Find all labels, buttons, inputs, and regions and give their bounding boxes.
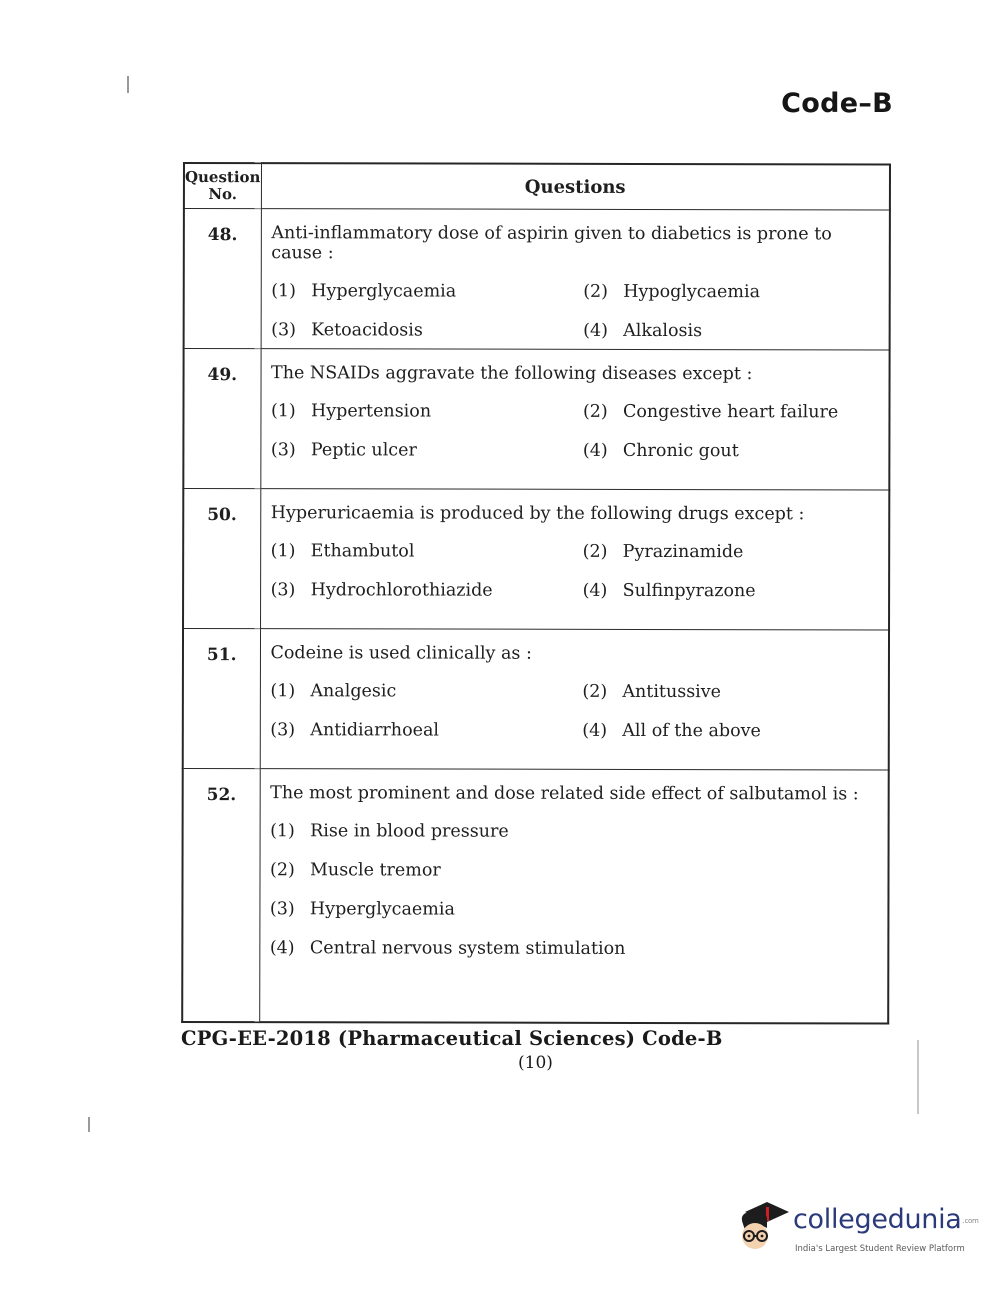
option (583, 282, 879, 303)
scan-mark (88, 1117, 90, 1132)
option-number: (1) (270, 821, 295, 842)
option-number: (3) (270, 440, 296, 461)
option (270, 681, 582, 702)
student-mascot-icon (737, 1198, 791, 1256)
option (583, 321, 879, 342)
option-number: (2) (583, 281, 609, 302)
option-text: Hyperglycaemia (309, 899, 455, 920)
option-text: Analgesic (310, 681, 397, 702)
question-cell (260, 489, 889, 630)
option-number: (4) (582, 580, 608, 601)
option-text: Central nervous system stimulation (309, 938, 626, 959)
question-number: 48. (184, 209, 261, 349)
option-number: (2) (582, 541, 608, 562)
option-text: Antidiarrhoeal (310, 720, 440, 741)
option (583, 441, 879, 462)
option (583, 542, 879, 563)
option (271, 541, 583, 562)
question-cell (260, 349, 889, 490)
question-number: 51. (183, 629, 260, 769)
option (271, 320, 583, 341)
option-text: All of the above (622, 720, 761, 742)
question-cell (260, 629, 889, 770)
exam-footer-title: CPG-EE-2018 (Pharmaceutical Sciences) Code-B (181, 1027, 723, 1050)
options-grid (271, 401, 879, 461)
table-header-row (184, 163, 890, 210)
options-list (270, 821, 878, 959)
option-number: (1) (270, 681, 296, 702)
option-number: (1) (270, 401, 296, 422)
option-number: (2) (582, 681, 608, 702)
option-number: (3) (270, 580, 296, 601)
header-line: No. (208, 185, 238, 204)
option-number: (3) (271, 320, 296, 341)
option-text: Hyperglycaemia (311, 281, 457, 302)
option-text: Congestive heart failure (622, 401, 839, 423)
question-cell (261, 209, 890, 350)
option-number: (4) (582, 720, 608, 741)
option (270, 899, 878, 920)
options-grid (271, 281, 879, 341)
option-number: (1) (270, 541, 296, 562)
collegedunia-watermark (737, 1198, 979, 1268)
question-number: 50. (183, 489, 260, 629)
option-text: Pyrazinamide (622, 541, 744, 563)
options-grid (270, 681, 878, 741)
question-row (183, 349, 889, 490)
brand-name-text: collegedunia (793, 1204, 962, 1235)
question-row (183, 489, 889, 630)
option-text: Hydrochlorothiazide (310, 580, 493, 601)
option-number: (1) (271, 281, 297, 302)
option-number: (2) (269, 860, 295, 881)
option-number: (4) (582, 440, 608, 461)
option (271, 440, 583, 461)
option (583, 402, 879, 423)
option (582, 682, 878, 703)
question-number-header (184, 163, 261, 209)
question-row (183, 629, 889, 770)
option (270, 821, 878, 842)
option-text: Hypertension (310, 401, 432, 422)
option (271, 281, 583, 302)
option-text: Sulfinpyrazone (622, 580, 756, 602)
question-number: 49. (183, 349, 260, 489)
option-text: Ethambutol (310, 541, 415, 562)
option-number: (4) (269, 938, 295, 959)
option-text: Ketoacidosis (311, 320, 423, 341)
option-text: Hypoglycaemia (623, 281, 761, 303)
option-number: (2) (582, 401, 608, 422)
options-grid (271, 541, 879, 601)
question-row (184, 209, 890, 350)
option-text: Peptic ulcer (310, 440, 417, 461)
question-text: Anti-inflammatory dose of aspirin given to diabetics is prone to cause : (271, 223, 832, 264)
option (270, 720, 582, 741)
question-table (181, 162, 891, 1024)
question-text: The most prominent and dose related side effect of salbutamol is : (270, 783, 859, 805)
page-code-label: Code–B (781, 88, 893, 119)
option (583, 581, 879, 602)
page-number: (10) (518, 1053, 553, 1073)
question-text: Codeine is used clinically as : (270, 643, 532, 664)
option (270, 860, 878, 881)
header-line: Question (184, 168, 261, 187)
option (271, 580, 583, 601)
option-text: Rise in blood pressure (310, 821, 509, 842)
option-number: (3) (269, 899, 295, 920)
option (271, 401, 583, 422)
option-number: (3) (270, 720, 296, 741)
option-text: Muscle tremor (309, 860, 441, 881)
option-text: Alkalosis (623, 320, 703, 342)
brand-name (793, 1204, 979, 1235)
option-text: Chronic gout (622, 440, 739, 462)
questions-header: Questions (261, 163, 890, 210)
option (270, 938, 878, 959)
brand-suffix: .com (962, 1216, 979, 1225)
question-text: The NSAIDs aggravate the following diseases except : (271, 363, 753, 385)
question-text: Hyperuricaemia is produced by the following drugs except : (270, 503, 805, 525)
option-text: Antitussive (622, 681, 722, 703)
brand-tagline: India's Largest Student Review Platform (795, 1244, 965, 1254)
scan-mark (127, 76, 129, 93)
option (582, 721, 878, 742)
question-number: 52. (182, 769, 260, 1022)
option-number: (4) (583, 320, 608, 341)
question-row (182, 769, 889, 1023)
question-cell (259, 769, 889, 1023)
scan-mark (917, 1040, 919, 1114)
